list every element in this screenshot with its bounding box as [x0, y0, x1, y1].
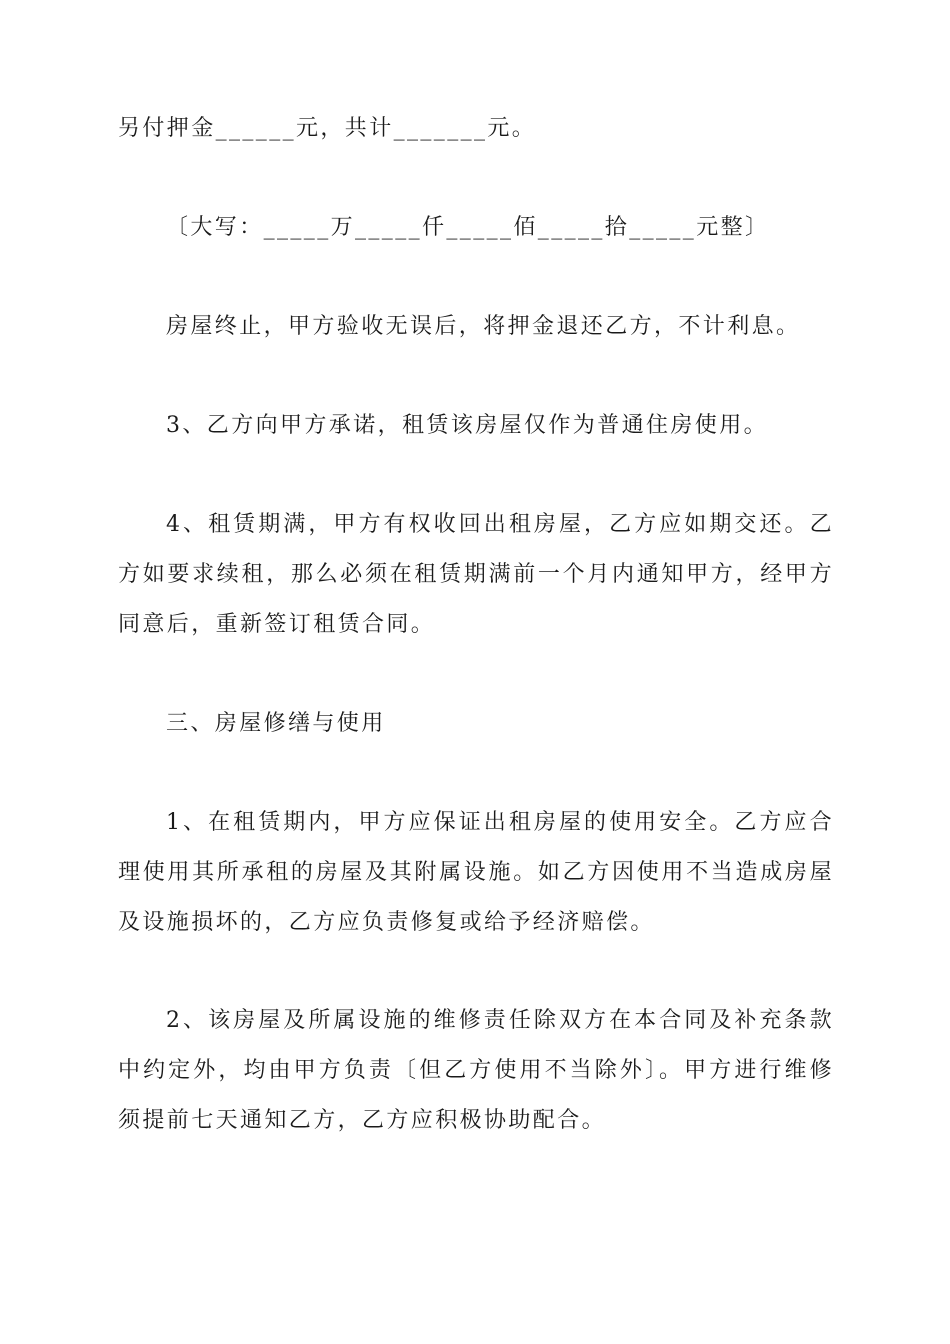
amount-in-words-paragraph: 〔大写：_____万_____仟_____佰_____拾_____元整〕 [166, 215, 770, 240]
deposit-refund-paragraph: 房屋终止，甲方验收无误后，将押金退还乙方，不计利息。 [166, 314, 801, 339]
deposit-paragraph: 另付押金______元，共计_______元。 [118, 116, 537, 141]
section-3-clause-1-paragraph: 1、在租赁期内，甲方应保证出租房屋的使用安全。乙方应合理使用其所承租的房屋及其附属设施。如乙方因使用不当造成房屋及设施损坏的，乙方应负责修复或给予经济赔偿。 [118, 810, 834, 935]
clause-4-paragraph: 4、租赁期满，甲方有权收回出租房屋，乙方应如期交还。乙方如要求续租，那么必须在租赁期满前一个月内通知甲方，经甲方同意后，重新签订租赁合同。 [118, 512, 834, 637]
section-3-clause-2-paragraph: 2、该房屋及所属设施的维修责任除双方在本合同及补充条款中约定外，均由甲方负责〔但乙方使用不当除外〕。甲方进行维修须提前七天通知乙方，乙方应积极协助配合。 [118, 1008, 834, 1133]
clause-3-paragraph: 3、乙方向甲方承诺，租赁该房屋仅作为普通住房使用。 [166, 413, 768, 438]
section-3-heading: 三、房屋修缮与使用 [166, 711, 386, 736]
